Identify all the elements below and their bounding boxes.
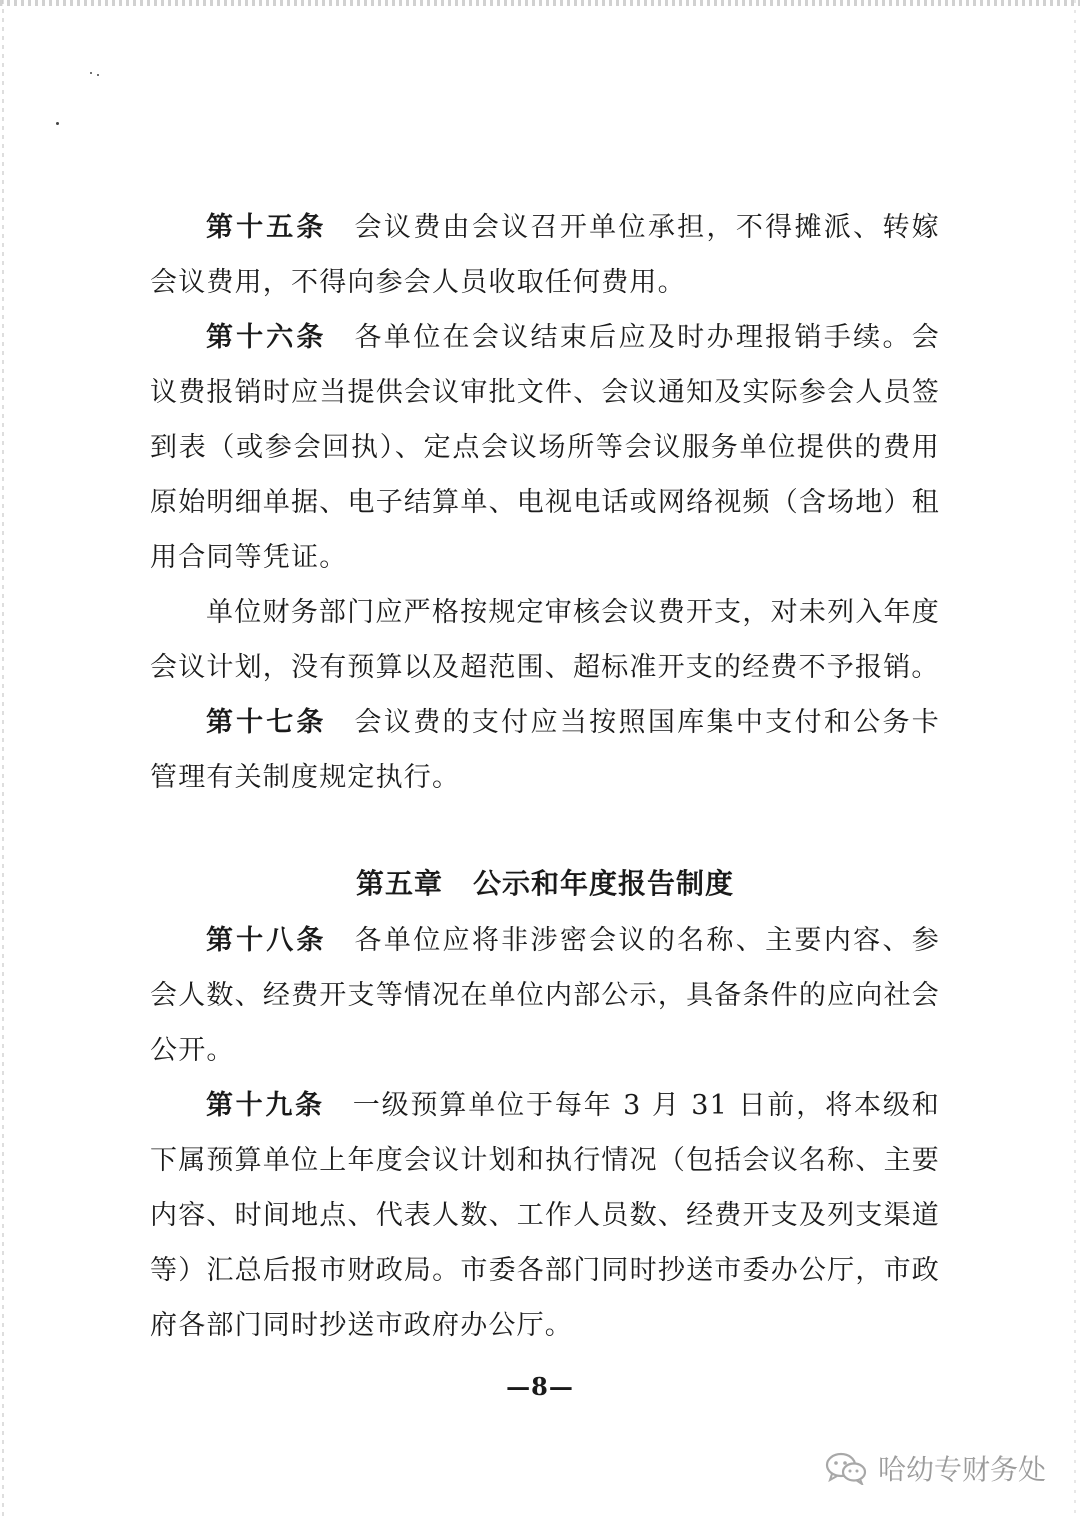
chapter-number: 第五章 (355, 867, 443, 900)
document-body (150, 200, 940, 1353)
article-number: 第十九条 (206, 1090, 325, 1121)
page-number: —8— (506, 1372, 574, 1401)
paragraph-text: 单位财务部门应严格按规定审核会议费开支，对未列入年度会议计划，没有预算以及超范围、超标准开支的经费不予报销。 (150, 597, 940, 683)
watermark-text: 哈幼专财务处 (877, 1453, 1046, 1486)
article-number: 第十五条 (206, 212, 327, 243)
article-number: 第十七条 (206, 707, 327, 738)
scan-edge-left (2, 0, 4, 1517)
article-number: 第十八条 (206, 925, 327, 956)
article-text: 会议费由会议召开单位承担，不得摊派、转嫁会议费用，不得向参会人员收取任何费用。 (150, 212, 941, 298)
chapter-heading (150, 855, 940, 913)
scan-speck (56, 122, 59, 125)
section-gap (150, 805, 940, 855)
article-text: 一级预算单位于每年 3 月 31 日前，将本级和下属预算单位上年度会议计划和执行情况（包括会议名称、主要内容、时间地点、代表人数、工作人员数、经费开支及列支渠道等）汇总后报市财政局。市委各部门同时抄送市委办公厅，市政府各部门同时抄送市政府办公厅。 (150, 1090, 941, 1341)
article-text: 各单位应将非涉密会议的名称、主要内容、参会人数、经费开支等情况在单位内部公示，具备条件的应向社会公开。 (150, 925, 941, 1066)
article-16-continued (150, 585, 940, 695)
article-17 (150, 695, 940, 805)
scan-speck (97, 74, 99, 76)
article-number: 第十六条 (206, 322, 327, 353)
scan-speck (90, 72, 92, 74)
scan-edge-top (0, 0, 1080, 6)
chapter-title: 公示和年度报告制度 (473, 867, 735, 900)
article-19 (150, 1078, 940, 1353)
article-18 (150, 913, 940, 1078)
wechat-icon (824, 1451, 868, 1485)
scan-edge-right (1074, 0, 1076, 1517)
watermark (824, 1448, 1046, 1488)
article-text: 各单位在会议结束后应及时办理报销手续。会议费报销时应当提供会议审批文件、会议通知及实际参会人员签到表（或参会回执）、定点会议场所等会议服务单位提供的费用原始明细单据、电子结算单、电视电话或网络视频（含场地）租用合同等凭证。 (150, 322, 941, 573)
article-16 (150, 310, 940, 585)
article-text: 会议费的支付应当按照国库集中支付和公务卡管理有关制度规定执行。 (150, 707, 941, 793)
article-15 (150, 200, 940, 310)
